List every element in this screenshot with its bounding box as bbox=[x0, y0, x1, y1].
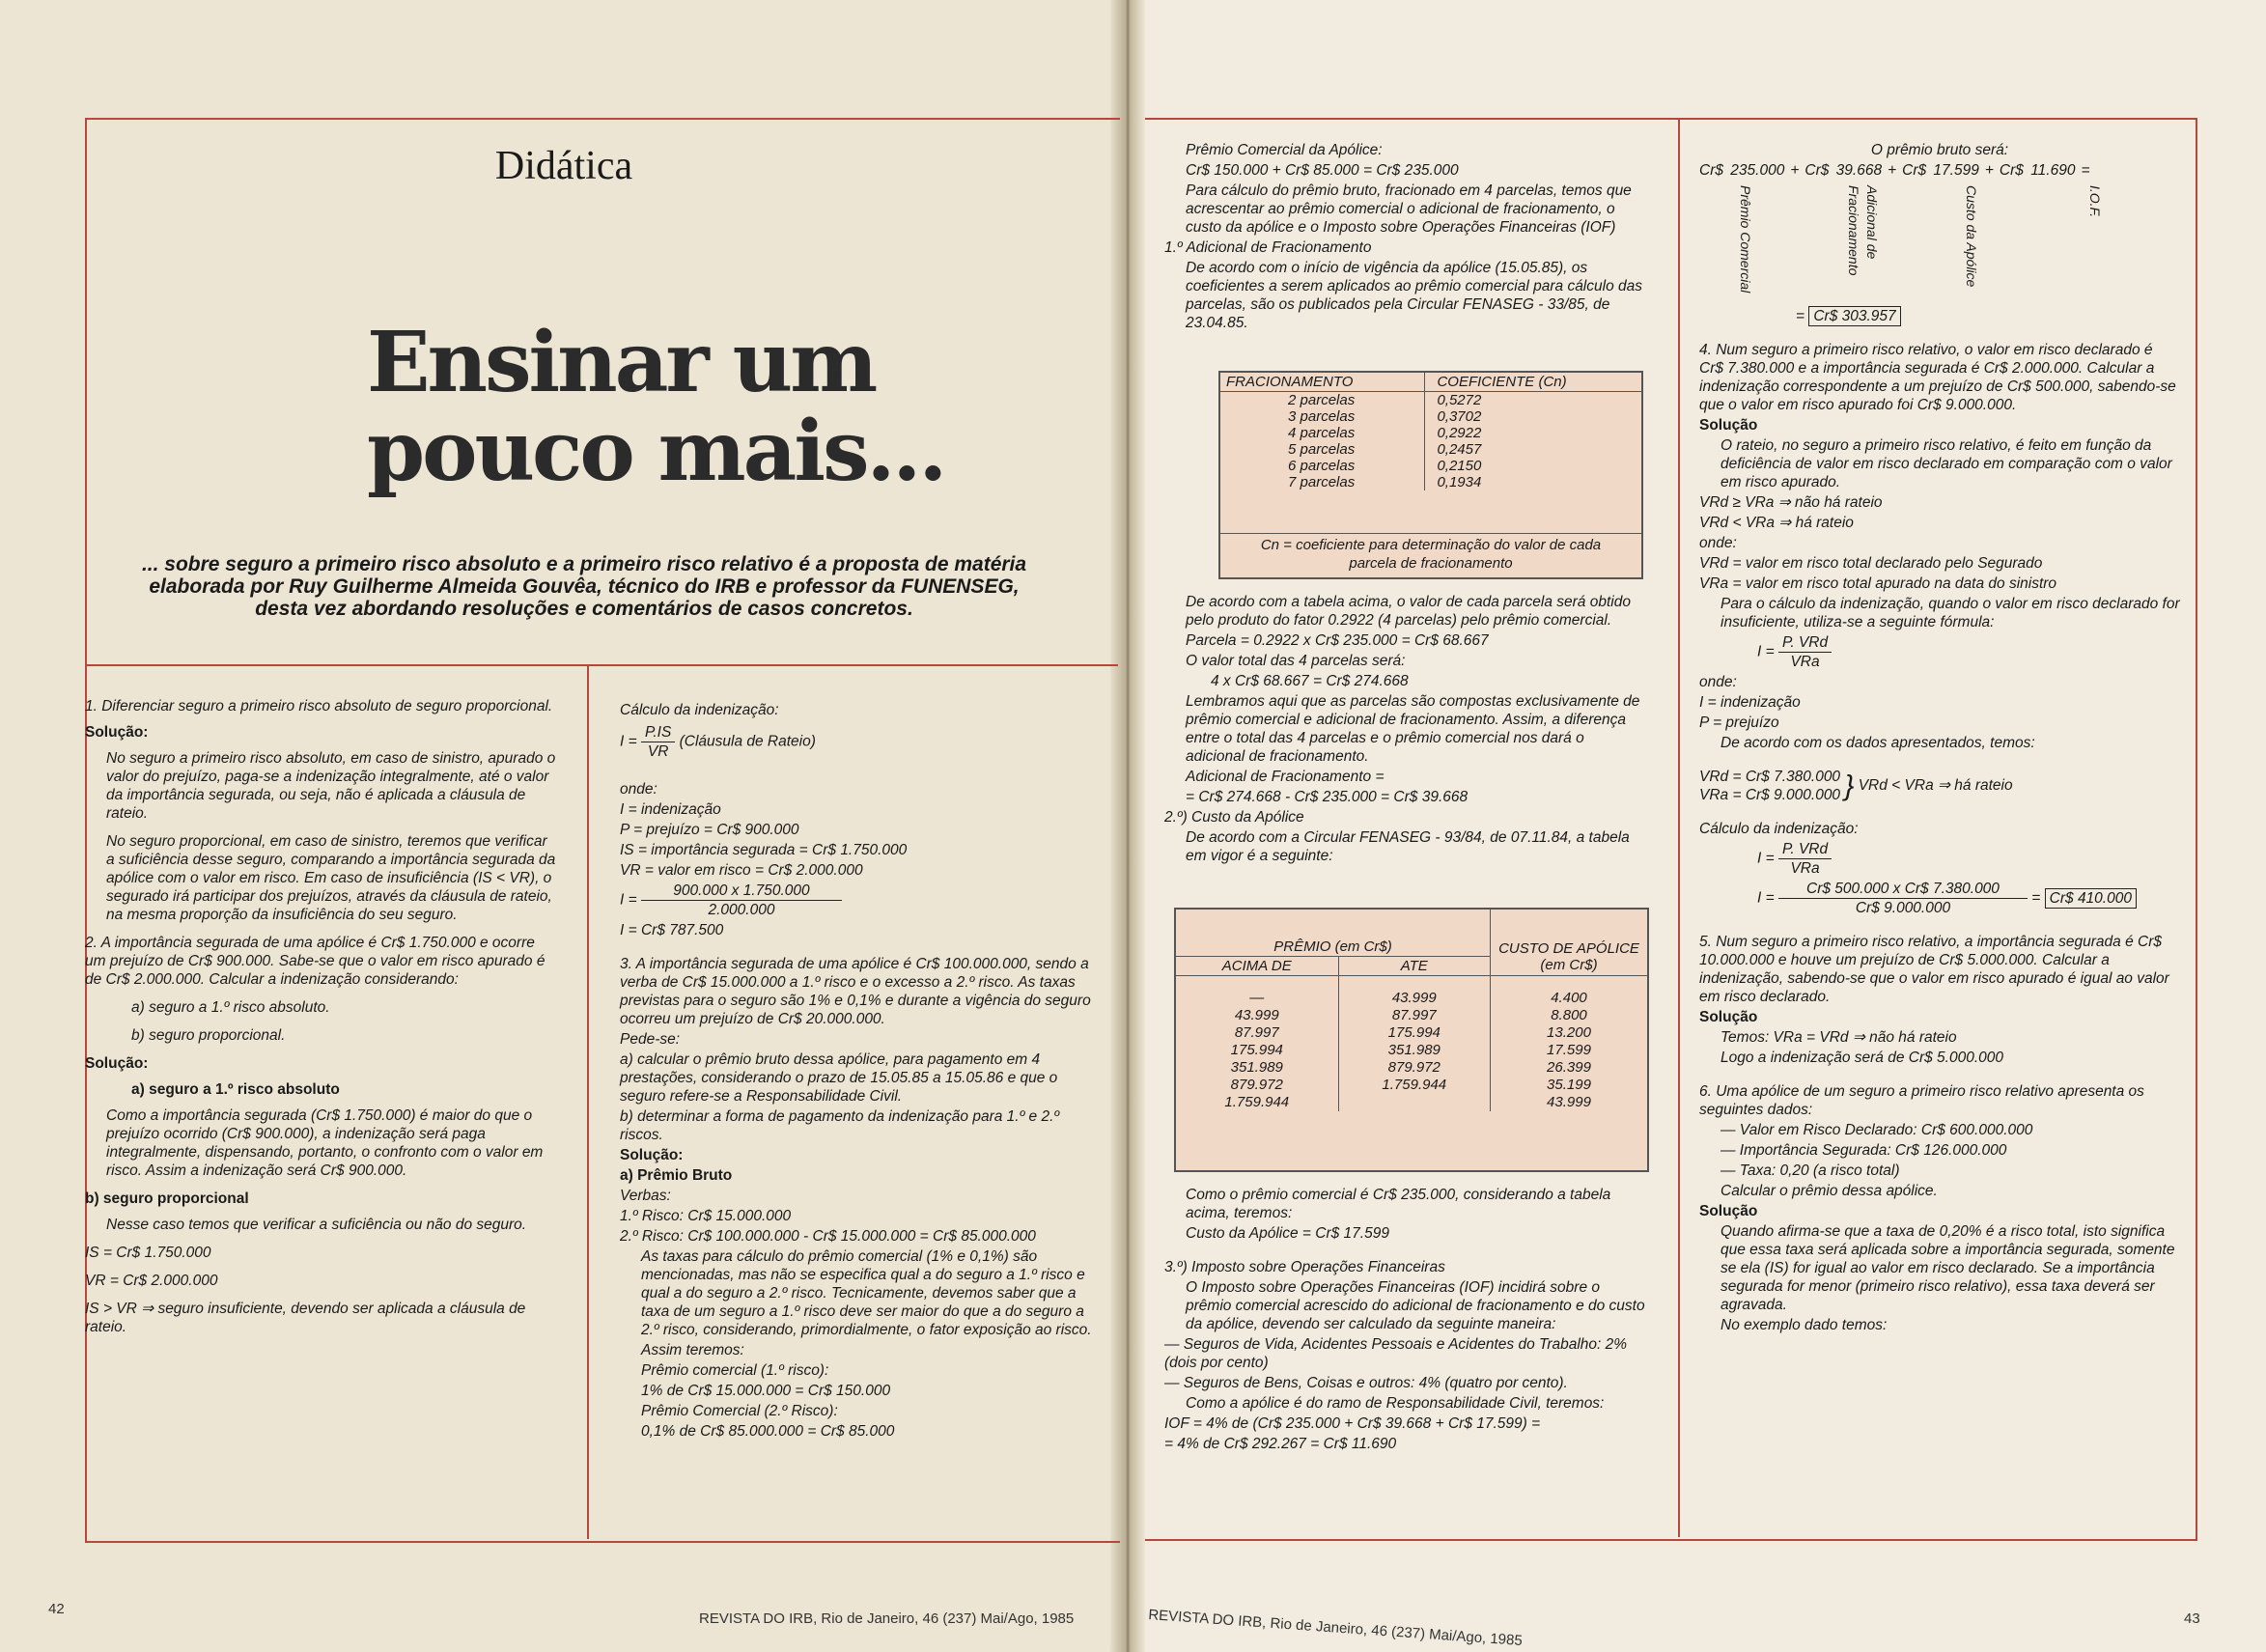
table-row bbox=[1176, 1024, 1647, 1042]
table-row bbox=[1220, 441, 1641, 458]
def-line: IS = importância segurada = Cr$ 1.750.000 bbox=[620, 842, 908, 858]
question-3: 3. A importância segurada de uma apólice é Cr$ 100.000.000, sendo a verba de Cr$ 15.000.000 a 1.º risco e o excesso a 2.º risco. As taxas previstas para o seguro são 1% e 0,1% e durante a vigência do seguro ocorreu um prejuízo de Cr$ 20.000.000. bbox=[620, 956, 1091, 1027]
premio-comercial-2-value: 0,1% de Cr$ 85.000.000 = Cr$ 85.000 bbox=[641, 1423, 895, 1440]
coeficientes-paragraph: De acordo com o início de vigência da apólice (15.05.85), os coeficientes a serem aplicados ao prêmio comercial para cálculo das parcelas, são os publicados pela Circular FENASEG - 33/85, de 23.04.85. bbox=[1186, 260, 1642, 331]
custo-result: Custo da Apólice = Cr$ 17.599 bbox=[1186, 1225, 1389, 1242]
left-column-rule bbox=[587, 664, 589, 1539]
question-4: 4. Num seguro a primeiro risco relativo, o valor em risco declarado é Cr$ 7.380.000 e a importância segurada é Cr$ 2.000.000. Calcular a indenização correspondente a um prejuízo de Cr$ 500.000, sabendo-se que o valor em risco apurado foi Cr$ 9.000.000. bbox=[1699, 342, 2176, 413]
right-column-rule bbox=[1678, 118, 1680, 1537]
def-line: VRa = valor em risco total apurado na data do sinistro bbox=[1699, 575, 2057, 592]
parcela-calc: Parcela = 0.2922 x Cr$ 235.000 = Cr$ 68.667 bbox=[1186, 632, 1489, 649]
table-cell: 2 parcelas bbox=[1220, 392, 1425, 409]
question-5: 5. Num seguro a primeiro risco relativo, a importância segurada é Cr$ 10.000.000 e houve um prejuízo de Cr$ 5.000.000. Calcular a indenização, sabendo-se que o valor em risco apurado é igual ao valor em risco declarado. bbox=[1699, 934, 2169, 1005]
left-column-1 bbox=[85, 697, 556, 1346]
gross-term: + bbox=[1984, 162, 1994, 179]
calc-substitution: I = $\frac{\text{Cr\$ 500.000 x Cr\$ 7.380.000}}{Cr\$ 9.000.000}$ = Cr$ 410.000 bbox=[1699, 880, 2180, 917]
table-row bbox=[1220, 458, 1641, 474]
calc-result: Cr$ 410.000 bbox=[2045, 888, 2137, 909]
table-row bbox=[1176, 1094, 1647, 1111]
col1-paragraph: 2. A importância segurada de uma apólice é Cr$ 1.750.000 e ocorre um prejuízo de Cr$ 900.000. Sabe-se que o valor em risco apurado é de Cr$ 2.000.000. Calcular a indenização considerando: bbox=[85, 935, 546, 988]
question-3a: a) calcular o prêmio bruto dessa apólice, para pagamento em 4 prestações, considerando o prazo de 15.05.85 a 15.05.86 e que o seguro refere-se a Responsabilidade Civil. bbox=[620, 1051, 1058, 1105]
calc-title: Cálculo da indenização: bbox=[1699, 821, 1859, 837]
gross-term: + bbox=[1888, 162, 1897, 179]
table-cell: 0,2150 bbox=[1437, 458, 1482, 474]
table-cell: 43.999 bbox=[1338, 976, 1490, 1008]
formula-lhs: I = bbox=[1757, 643, 1775, 660]
calc-numerator: 900.000 x 1.750.000 bbox=[641, 882, 842, 901]
col1-paragraph: IS > VR ⇒ seguro insuficiente, devendo ser aplicada a cláusula de rateio. bbox=[85, 1301, 526, 1335]
table-cell: 4 parcelas bbox=[1220, 425, 1425, 441]
table-cell: 35.199 bbox=[1547, 1077, 1591, 1093]
onde-label: onde: bbox=[1699, 535, 1737, 551]
table-row bbox=[1220, 474, 1641, 490]
table-row bbox=[1176, 1077, 1647, 1094]
brace-label: Adicional de Fracionamento bbox=[1846, 185, 1880, 276]
col1-paragraph: VR = Cr$ 2.000.000 bbox=[85, 1273, 218, 1289]
calc-denominator: 2.000.000 bbox=[708, 902, 775, 918]
table-cell: 0,1934 bbox=[1437, 474, 1482, 490]
col1-paragraph: b) seguro proporcional bbox=[85, 1190, 249, 1207]
col1-paragraph: No seguro a primeiro risco absoluto, em caso de sinistro, apurado o valor do prejuízo, paga-se a indenização integralmente, até o valor da importância segurada, ou seja, não é aplicada a cláusula de rateio. bbox=[106, 750, 556, 822]
def-line: I = indenização bbox=[1699, 694, 1801, 711]
table-row bbox=[1220, 408, 1641, 425]
solution-5a: Temos: VRa = VRd ⇒ não há rateio bbox=[1720, 1029, 1957, 1046]
table-cell: 87.997 bbox=[1176, 1024, 1338, 1042]
right-column-1-middle bbox=[1164, 593, 1647, 867]
gross-term: + bbox=[1790, 162, 1800, 179]
solution-6: Quando afirma-se que a taxa de 0,20% é a risco total, isto significa que essa taxa será aplicada sobre a importância segurada, somente se ela (IS) for igual ao valor em risco declarado. Se a importância segurada for menor (primeiro risco relativo), essa taxa deverá ser agravada. bbox=[1720, 1223, 2175, 1313]
brace-label: I.O.F. bbox=[2087, 185, 2103, 218]
headline-line-2: pouco mais... bbox=[367, 403, 945, 500]
col1-paragraph: Como a importância segurada (Cr$ 1.750.000) é maior do que o prejuízo ocorrido (Cr$ 900.000), a indenização será paga integralmente, dispensando, portanto, o confronto com o valor em risco. Assim a indenização será Cr$ 900.000. bbox=[106, 1107, 544, 1179]
parcela-paragraph: De acordo com a tabela acima, o valor de cada parcela será obtido pelo produto do fator 0.2922 (4 parcelas) pelo prêmio comercial. bbox=[1186, 594, 1631, 629]
rateio-paragraph: O rateio, no seguro a primeiro risco relativo, é feito em função da deficiência de valor em risco declarado em comparação com o valor em risco apurado. bbox=[1720, 437, 2172, 490]
question-6c: — Taxa: 0,20 (a risco total) bbox=[1720, 1162, 1900, 1179]
def-line: I = indenização bbox=[620, 801, 721, 818]
table-note: Cn = coeficiente para determinação do valor de cada parcela de fracionamento bbox=[1220, 533, 1641, 574]
col1-paragraph: Nesse caso temos que verificar a suficiência ou não do seguro. bbox=[106, 1217, 527, 1233]
gross-title: O prêmio bruto será: bbox=[1870, 142, 2009, 158]
table-cell: 13.200 bbox=[1547, 1024, 1591, 1041]
solution-label: Solução bbox=[1699, 1203, 1758, 1219]
table-cell: 5 parcelas bbox=[1220, 441, 1425, 458]
gross-term: Cr$ 235.000 bbox=[1699, 162, 1785, 179]
solution-5b: Logo a indenização será de Cr$ 5.000.000 bbox=[1720, 1050, 2003, 1066]
premio-comercial-1-value: 1% de Cr$ 15.000.000 = Cr$ 150.000 bbox=[641, 1383, 891, 1399]
onde-label: onde: bbox=[1699, 674, 1737, 690]
table-header: FRACIONAMENTO bbox=[1220, 373, 1425, 392]
table-header: ATE bbox=[1338, 957, 1490, 976]
rule-1: VRd ≥ VRa ⇒ não há rateio bbox=[1699, 494, 1883, 511]
left-column-2 bbox=[620, 701, 1098, 1442]
brace-label: Prêmio Comercial bbox=[1738, 185, 1753, 294]
formula-denominator: VRa bbox=[1790, 860, 1820, 877]
table-row bbox=[1176, 1059, 1647, 1077]
iof-heading: 3.º) Imposto sobre Operações Financeiras bbox=[1164, 1259, 1445, 1275]
col1-paragraph: Solução: bbox=[85, 724, 149, 741]
formula-note: (Cláusula de Rateio) bbox=[679, 733, 816, 750]
question-6: 6. Uma apólice de um seguro a primeiro risco relativo apresenta os seguintes dados: bbox=[1699, 1083, 2144, 1118]
total-calc: 4 x Cr$ 68.667 = Cr$ 274.668 bbox=[1211, 673, 1409, 689]
table-row bbox=[1176, 1042, 1647, 1059]
vr-values: VRd = Cr$ 7.380.000 VRa = Cr$ 9.000.000 } VRd < VRa ⇒ há rateio bbox=[1699, 769, 2013, 803]
premio-comercial-sum: Cr$ 150.000 + Cr$ 85.000 = Cr$ 235.000 bbox=[1186, 162, 1459, 179]
vrd-value: VRd = Cr$ 7.380.000 bbox=[1699, 769, 1841, 785]
table-header: COEFICIENTE (Cn) bbox=[1425, 373, 1641, 392]
fracionamento-table bbox=[1218, 371, 1643, 579]
premio-bruto-heading: a) Prêmio Bruto bbox=[620, 1167, 733, 1184]
col1-paragraph: No seguro proporcional, em caso de sinistro, teremos que verificar a suficiência desse seguro, comparando a importância segurada da apólice com o valor em risco. Em caso de insuficiência (IS < VR), o segurado irá participar dos prejuízos, através da cláusula de rateio, na mesma proporção da insuficiência do seu seguro. bbox=[106, 833, 556, 923]
iof-calc-1: IOF = 4% de (Cr$ 235.000 + Cr$ 39.668 + Cr$ 17.599) = bbox=[1164, 1415, 1541, 1432]
iof-paragraph: O Imposto sobre Operações Financeiras (IOF) incidirá sobre o prêmio comercial acrescido do adicional de fracionamento e do custo da apólice, devendo ser calculado da seguinte maneira: bbox=[1186, 1279, 1645, 1332]
def-line: P = prejuízo = Cr$ 900.000 bbox=[620, 822, 799, 838]
article-deck: ... sobre seguro a primeiro risco absoluto e a primeiro risco relativo é a proposta de matéria elaborada por Ruy Guilherme Almeida Gouvêa, técnico do IRB e professor da FUNENSEG, desta vez abordando resoluções e comentários de casos concretos. bbox=[141, 553, 1027, 620]
fracionamento-paragraph: Para cálculo do prêmio bruto, fracionado em 4 parcelas, temos que acrescentar ao prêmio comercial o adicional de fracionamento, o custo da apólice e o Imposto sobre Operações Financeiras (IOF) bbox=[1186, 182, 1632, 236]
table-cell: 879.972 bbox=[1176, 1077, 1338, 1094]
gross-terms bbox=[1699, 161, 2180, 180]
verba-1: 1.º Risco: Cr$ 15.000.000 bbox=[620, 1208, 792, 1224]
gross-term: = bbox=[2081, 162, 2090, 179]
table-cell: 0,2922 bbox=[1437, 425, 1482, 441]
solution-label: Solução bbox=[1699, 417, 1758, 434]
gross-result: Cr$ 303.957 bbox=[1808, 306, 1900, 326]
table-header: CUSTO DE APÓLICE (em Cr$) bbox=[1491, 910, 1648, 976]
section-title: Didática bbox=[494, 144, 633, 188]
pede-se: Pede-se: bbox=[620, 1031, 681, 1048]
table-cell: — bbox=[1176, 976, 1338, 1008]
table-header: ACIMA DE bbox=[1176, 957, 1338, 976]
right-column-2: O prêmio bruto será: Cr$ 235.000 + Cr$ 39.668 + Cr$ 17.599 + Cr$ 11.690 = Prêmio Comercial Adicional de Fracionamento Custo da Apólice I.O.F. = Cr$ 303.957 4. Num seguro a primeiro risco relativo, o valor em risco declarado é Cr$ 7.380.000 e a importância segurada é Cr$ 2.000.000. Calcular a indenização correspondente a um prejuízo de Cr$ 500.000, sabendo-se que o valor em risco apurado foi Cr$ 9.000.000. Solução O rateio, no seguro a primeiro risco relativo, é feito em função da deficiência de valor em risco declarado em comparação com o valor em risco apurado. VRd ≥ VRa ⇒ não há rateio VRd < VRa ⇒ há rateio onde: VRd = valor em risco total declarado pelo Segurado VRa = valor em risco total apurado na data do sinistro Para o cálculo da indenização, quando o valor em risco declarado for insuficiente, utiliza-se a seguinte fórmula: I = $\frac{\text{P. VRd}}{\text{VRa}}$ onde: I = indenização P = prejuízo De acordo com os dados apresentados, temos: VRd = Cr$ 7.380.000 VRa = Cr$ 9.000.000 } VRd < VRa ⇒ há rateio Cálculo da indenização: I = $\frac{\text{P. VRd}}{\text{VRa}}$ I = $\frac{\text{Cr\$ 500.000 x Cr\$ 7.380.000}}{Cr\$ 9.000.000}$ = Cr$ 410.000 5. Num seguro a primeiro risco relativo, a importância segurada é Cr$ 10.000.000 e houve um prejuízo de Cr$ 5.000.000. Calcular a indenização, sabendo-se que o valor em risco apurado é igual ao valor em risco declarado. Solução Temos: VRa = VRd ⇒ não há rateio Logo a indenização será de Cr$ 5.000.000 6. Uma apólice de um seguro a primeiro risco relativo apresenta os seguintes dados: — Valor em Risco Declarado: Cr$ 600.000.000 — Importância Segurada: Cr$ 126.000.000 — Taxa: 0,20 (a risco total) Calcular o prêmio dessa apólice. Solução Quando afirma-se que a taxa de 0,20% é a risco total, isto significa que essa taxa será aplicada sobre a importância segurada, somente se ela (IS) for igual ao valor em risco declarado. Se a importância segurada for menor (primeiro risco relativo), essa taxa deverá ser agravada. No exemplo dado temos: bbox=[1699, 142, 2180, 1333]
col1-paragraph: Solução: bbox=[85, 1055, 149, 1072]
ramo-paragraph: Como a apólice é do ramo de Responsabilidade Civil, teremos: bbox=[1186, 1395, 1605, 1412]
calc-denominator: Cr$ 9.000.000 bbox=[1855, 900, 1951, 916]
custo-apolice-table bbox=[1174, 908, 1649, 1172]
right-column-1-bottom bbox=[1164, 1186, 1647, 1455]
article-headline bbox=[367, 314, 945, 500]
gross-term: Cr$ 17.599 bbox=[1902, 162, 1979, 179]
formula-numerator: P. VRd bbox=[1778, 840, 1832, 859]
headline-line-1: Ensinar um bbox=[367, 314, 876, 411]
table-cell: 1.759.944 bbox=[1176, 1094, 1338, 1111]
formula-intro: Para o cálculo da indenização, quando o valor em risco declarado for insuficiente, utiliza-se a seguinte fórmula: bbox=[1720, 596, 2180, 630]
formula-numerator: P. VRd bbox=[1778, 633, 1832, 653]
table-cell: 4.400 bbox=[1551, 990, 1587, 1006]
table-cell: 351.989 bbox=[1176, 1059, 1338, 1077]
formula-fraction bbox=[641, 723, 675, 761]
table-cell: 26.399 bbox=[1547, 1059, 1591, 1076]
verbas-label: Verbas: bbox=[620, 1188, 671, 1204]
assim-teremos: Assim teremos: bbox=[641, 1342, 744, 1358]
left-footer: REVISTA DO IRB, Rio de Janeiro, 46 (237) Mai/Ago, 1985 bbox=[699, 1610, 1075, 1627]
table-cell: 7 parcelas bbox=[1220, 474, 1425, 490]
table-group-header: PRÊMIO (em Cr$) bbox=[1176, 910, 1491, 957]
table-cell: 43.999 bbox=[1176, 1007, 1338, 1024]
where-label: onde: bbox=[620, 781, 657, 798]
vra-value: VRa = Cr$ 9.000.000 bbox=[1699, 787, 1841, 803]
indemnity-formula bbox=[1699, 633, 2180, 671]
table-cell: 17.599 bbox=[1547, 1042, 1591, 1058]
table-cell: 175.994 bbox=[1338, 1024, 1490, 1042]
left-page-number: 42 bbox=[48, 1601, 65, 1617]
def-line: VRd = valor em risco total declarado pelo Segurado bbox=[1699, 555, 2043, 572]
taxas-paragraph: As taxas para cálculo do prêmio comercial (1% e 0,1%) são mencionadas, mas não se especifica qual a do seguro a 1.º risco e qual a do seguro a 2.º risco. Tecnicamente, devemos saber que a taxa de um seguro a 1.º risco deve ser maior do que a do seguro a 2.º risco, considerando, primordialmente, o fator exposição ao risco. bbox=[641, 1248, 1092, 1338]
premio-comercial-apolice: Prêmio Comercial da Apólice: bbox=[1186, 142, 1383, 158]
rule-2: VRd < VRa ⇒ há rateio bbox=[1699, 515, 1854, 531]
question-3b: b) determinar a forma de pagamento da indenização para 1.º e 2.º riscos. bbox=[620, 1108, 1060, 1143]
brace-label: Custo da Apólice bbox=[1964, 185, 1979, 288]
col1-paragraph: b) seguro proporcional. bbox=[131, 1027, 286, 1044]
calc-numerator: Cr$ 500.000 x Cr$ 7.380.000 bbox=[1778, 880, 2028, 899]
rateio-formula bbox=[620, 723, 1098, 761]
vr-compare: VRd < VRa ⇒ há rateio bbox=[1858, 777, 2013, 795]
left-header-rule bbox=[85, 664, 1118, 666]
table-cell: 0,3702 bbox=[1437, 408, 1482, 425]
total-label: O valor total das 4 parcelas será: bbox=[1186, 653, 1406, 669]
formula-numerator: P.IS bbox=[641, 723, 675, 742]
solution-label: Solução: bbox=[620, 1147, 684, 1163]
formula-denominator: VRa bbox=[1790, 654, 1820, 670]
adicional-heading: 1.º Adicional de Fracionamento bbox=[1164, 239, 1372, 256]
lembramos-paragraph: Lembramos aqui que as parcelas são compostas exclusivamente de prêmio comercial e adicional de fracionamento. Assim, a diferença entre o total das 4 parcelas e o prêmio comercial nos dará o adicional de fracionamento. bbox=[1186, 693, 1640, 765]
adicional-calc: = Cr$ 274.668 - Cr$ 235.000 = Cr$ 39.668 bbox=[1186, 789, 1469, 805]
verba-2: 2.º Risco: Cr$ 100.000.000 - Cr$ 15.000.000 = Cr$ 85.000.000 bbox=[620, 1228, 1036, 1245]
calc-result: I = Cr$ 787.500 bbox=[620, 922, 724, 938]
table-row bbox=[1176, 976, 1647, 1008]
como-paragraph: Como o prêmio comercial é Cr$ 235.000, considerando a tabela acima, teremos: bbox=[1186, 1187, 1611, 1221]
right-page-number: 43 bbox=[2184, 1610, 2200, 1627]
table-cell: 3 parcelas bbox=[1220, 408, 1425, 425]
table-cell: 43.999 bbox=[1547, 1094, 1591, 1110]
table-cell: 6 parcelas bbox=[1220, 458, 1425, 474]
iof-rate-1: — Seguros de Vida, Acidentes Pessoais e Acidentes do Trabalho: 2% (dois por cento) bbox=[1164, 1336, 1628, 1371]
def-line: P = prejuízo bbox=[1699, 714, 1779, 731]
custo-heading: 2.º) Custo da Apólice bbox=[1164, 809, 1304, 826]
table-row bbox=[1220, 425, 1641, 441]
gross-term: Cr$ 11.690 bbox=[1999, 162, 2076, 179]
table-cell: 879.972 bbox=[1338, 1059, 1490, 1077]
table-cell: 0,5272 bbox=[1437, 392, 1482, 408]
table-cell bbox=[1338, 1094, 1490, 1111]
col1-paragraph: IS = Cr$ 1.750.000 bbox=[85, 1245, 211, 1261]
formula-denominator: VR bbox=[647, 743, 669, 760]
table-cell: 87.997 bbox=[1338, 1007, 1490, 1024]
gross-term: Cr$ 39.668 bbox=[1804, 162, 1883, 179]
table-cell: 0,2457 bbox=[1437, 441, 1482, 458]
table-cell: 351.989 bbox=[1338, 1042, 1490, 1059]
table-cell: 175.994 bbox=[1176, 1042, 1338, 1059]
custo-paragraph: De acordo com a Circular FENASEG - 93/84, de 07.11.84, a tabela em vigor é a seguinte: bbox=[1186, 829, 1630, 864]
premio-comercial-1-label: Prêmio comercial (1.º risco): bbox=[641, 1362, 829, 1379]
calc-fraction: I = $\frac{900.000 x 1.750.000}{2.000.000}$ bbox=[620, 882, 1098, 919]
iof-calc-2: = 4% de Cr$ 292.267 = Cr$ 11.690 bbox=[1164, 1436, 1397, 1452]
table-cell: 1.759.944 bbox=[1338, 1077, 1490, 1094]
col1-paragraph: 1. Diferenciar seguro a primeiro risco absoluto de seguro proporcional. bbox=[85, 698, 553, 714]
question-6d: Calcular o prêmio dessa apólice. bbox=[1720, 1183, 1938, 1199]
col1-paragraph: a) seguro a 1.º risco absoluto. bbox=[131, 999, 330, 1016]
question-6b: — Importância Segurada: Cr$ 126.000.000 bbox=[1720, 1142, 2007, 1159]
table-row bbox=[1176, 1007, 1647, 1024]
formula-lhs: I = bbox=[620, 733, 637, 750]
question-6a: — Valor em Risco Declarado: Cr$ 600.000.000 bbox=[1720, 1122, 2033, 1138]
solution-6b: No exemplo dado temos: bbox=[1720, 1317, 1888, 1333]
calc-title: Cálculo da indenização: bbox=[620, 702, 779, 718]
col1-paragraph: a) seguro a 1.º risco absoluto bbox=[131, 1081, 340, 1098]
brace-labels bbox=[1699, 182, 2180, 307]
right-column-1 bbox=[1164, 141, 1647, 334]
dados-intro: De acordo com os dados apresentados, temos: bbox=[1720, 735, 2035, 751]
calc-formula: I = $\frac{\text{P. VRd}}{\text{VRa}}$ bbox=[1699, 840, 2180, 878]
table-cell: 8.800 bbox=[1551, 1007, 1587, 1023]
iof-rate-2: — Seguros de Bens, Coisas e outros: 4% (quatro por cento). bbox=[1164, 1375, 1568, 1391]
right-footer: REVISTA DO IRB, Rio de Janeiro, 46 (237) Mai/Ago, 1985 bbox=[1147, 1607, 1524, 1650]
premio-comercial-2-label: Prêmio Comercial (2.º Risco): bbox=[641, 1403, 838, 1419]
adicional-eq: Adicional de Fracionamento = bbox=[1186, 769, 1385, 785]
solution-label: Solução bbox=[1699, 1009, 1758, 1025]
def-line: VR = valor em risco = Cr$ 2.000.000 bbox=[620, 862, 863, 879]
table-row bbox=[1220, 392, 1641, 409]
